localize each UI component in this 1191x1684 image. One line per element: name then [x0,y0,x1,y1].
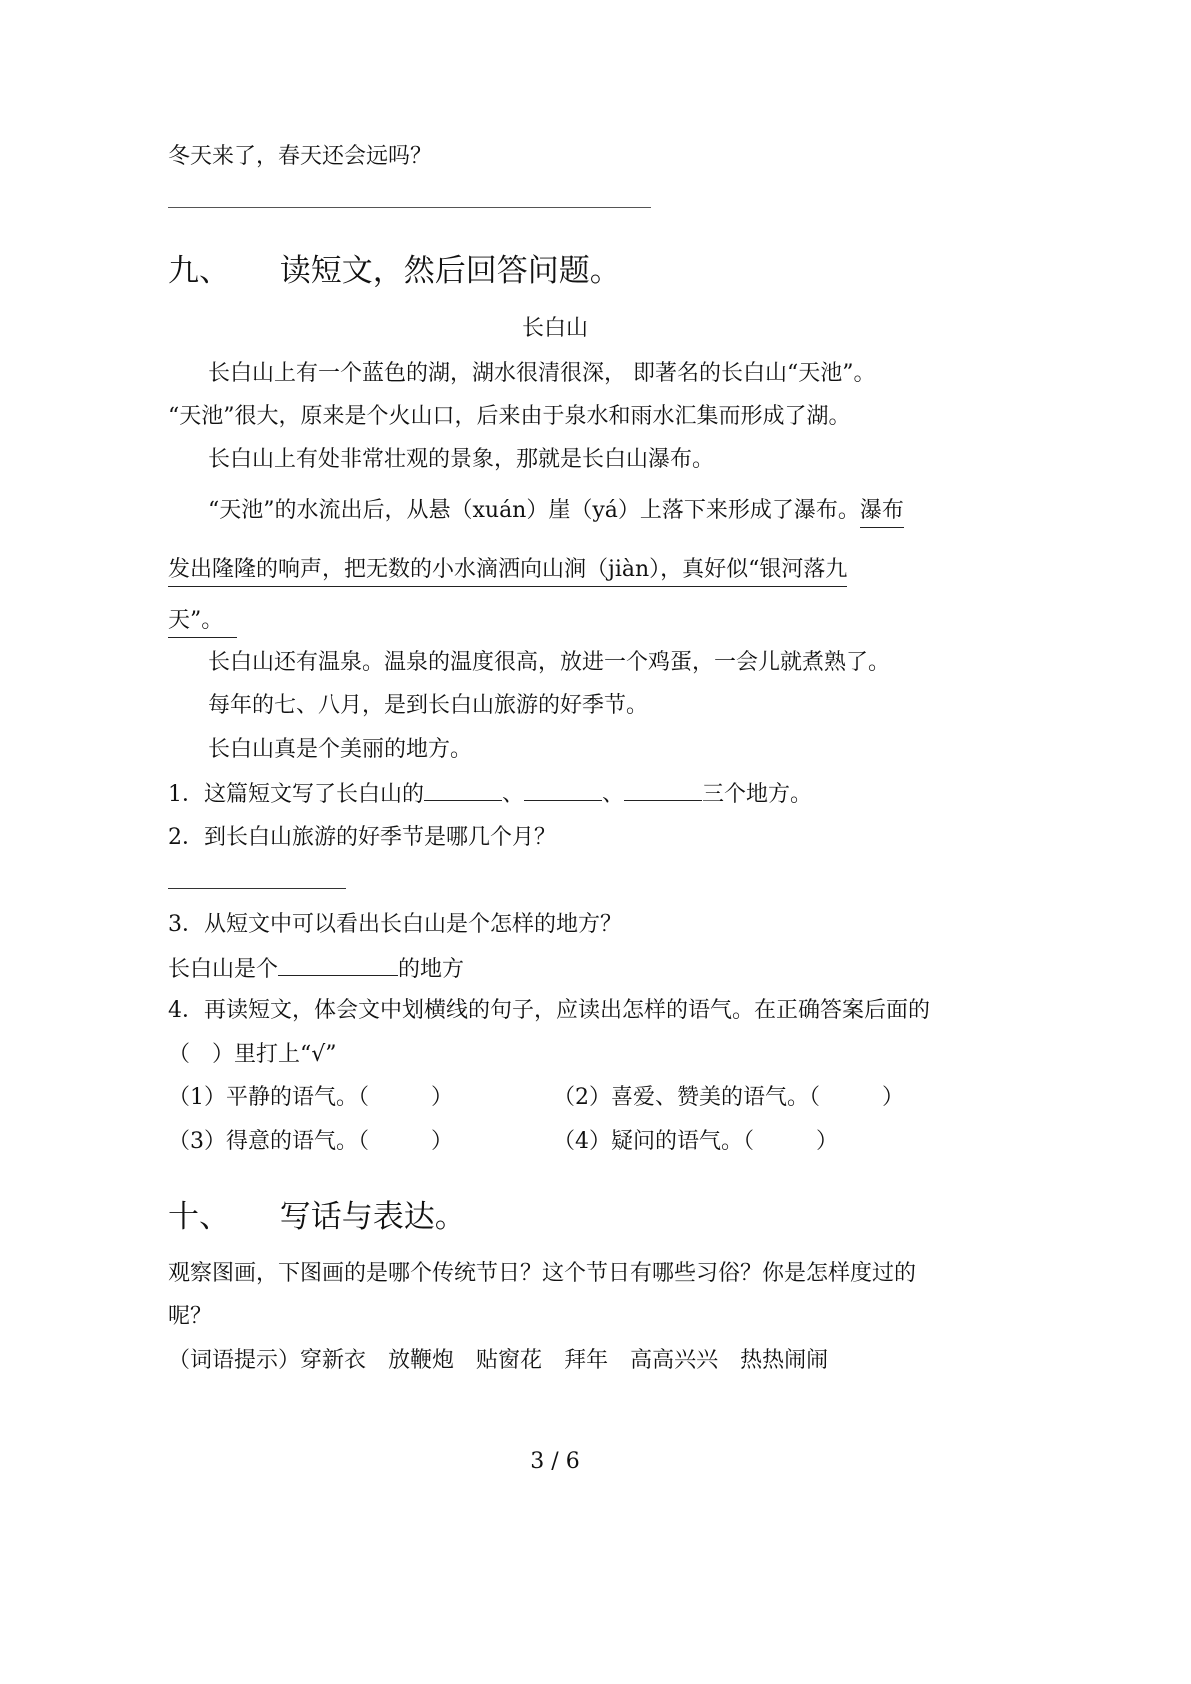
section-10-title: 写话与表达。 [279,1199,466,1235]
question-3-answer-suffix: 的地方 [398,957,465,982]
word-hints [168,1346,828,1376]
underlined-sentence-start: 瀑布 [860,498,904,528]
passage-p2: 长白山上有处非常壮观的景象，那就是长白山瀑布。 [208,447,715,472]
option-2 [553,1083,904,1113]
passage-p1-line2: “天池”很大，原来是个火山口，后来由于泉水和雨水汇集而形成了湖。 [168,404,851,429]
option-4-label: （4）疑问的语气。（ [553,1129,754,1154]
underlined-sentence-middle: 发出隆隆的响声，把无数的小水滴洒向山涧（jiàn），真好似“银河落九 [168,557,847,587]
word-hint: 拜年 [564,1348,609,1373]
writing-prompt-line1: 观察图画，下图画的是哪个传统节日？这个节日有哪些习俗？你是怎样度过的 [168,1261,917,1286]
section-9-number: 九、 [168,253,230,289]
question-1-prefix: 1．这篇短文写了长白山的 [168,782,424,807]
option-3 [168,1127,453,1157]
section-9-title: 读短文，然后回答问题。 [279,253,621,289]
passage-p3-line1 [208,496,904,526]
option-1 [168,1083,453,1113]
question-1-blank-1[interactable] [424,778,502,801]
passage-p6: 长白山真是个美丽的地方。 [208,737,473,762]
question-4-line1: 4．再读短文，体会文中划横线的句子，应读出怎样的语气。在正确答案后面的 [168,998,930,1023]
question-3-blank[interactable] [278,953,398,976]
word-hint: 穿新衣 [300,1348,367,1373]
question-1-separator-1: 、 [502,782,525,807]
underlined-sentence-end: 天”。 [168,608,237,638]
question-1 [168,778,812,810]
passage-p3-plain: “天池”的水流出后，从悬（xuán）崖（yá）上落下来形成了瀑布。 [208,498,860,523]
previous-answer-line: 冬天来了，春天还会远吗？ [168,144,433,169]
word-hint: 放鞭炮 [388,1348,455,1373]
option-2-close: ） [882,1085,905,1110]
option-4 [553,1127,838,1157]
option-4-close: ） [816,1129,839,1154]
question-2: 2．到长白山旅游的好季节是哪几个月？ [168,825,556,850]
question-1-separator-2: 、 [602,782,625,807]
question-3: 3．从短文中可以看出长白山是个怎样的地方？ [168,912,622,937]
passage-p5: 每年的七、八月，是到长白山旅游的好季节。 [208,693,649,718]
question-1-blank-2[interactable] [524,778,602,801]
section-10-number: 十、 [168,1199,230,1235]
passage-p3-line2 [168,555,847,585]
page-number: 3 / 6 [530,1449,580,1474]
option-3-close: ） [431,1129,454,1154]
passage-p3-line3 [168,606,237,636]
passage-p4: 长白山还有温泉。温泉的温度很高，放进一个鸡蛋，一会儿就煮熟了。 [208,650,891,675]
answer-rule [168,207,651,208]
section-9-heading [168,251,621,291]
question-1-suffix: 三个地方。 [702,782,813,807]
question-4-line2: （ ）里打上“√” [168,1042,337,1067]
word-hint: 热热闹闹 [740,1348,829,1373]
word-hint: 贴窗花 [476,1348,543,1373]
option-3-label: （3）得意的语气。（ [168,1129,369,1154]
passage-p1-line1: 长白山上有一个蓝色的湖，湖水很清很深， 即著名的长白山“天池”。 [208,361,876,386]
question-3-answer [168,953,464,985]
section-10-heading [168,1197,466,1237]
option-1-label: （1）平静的语气。（ [168,1085,369,1110]
passage-title: 长白山 [521,316,588,341]
question-3-answer-prefix: 长白山是个 [168,957,279,982]
option-2-label: （2）喜爱、赞美的语气。（ [553,1085,820,1110]
question-2-answer-line[interactable] [168,888,346,889]
writing-prompt-line2: 呢？ [168,1304,213,1329]
option-1-close: ） [431,1085,454,1110]
question-1-blank-3[interactable] [624,778,702,801]
word-hint: 高高兴兴 [630,1348,719,1373]
word-hints-label: （词语提示） [168,1348,301,1373]
